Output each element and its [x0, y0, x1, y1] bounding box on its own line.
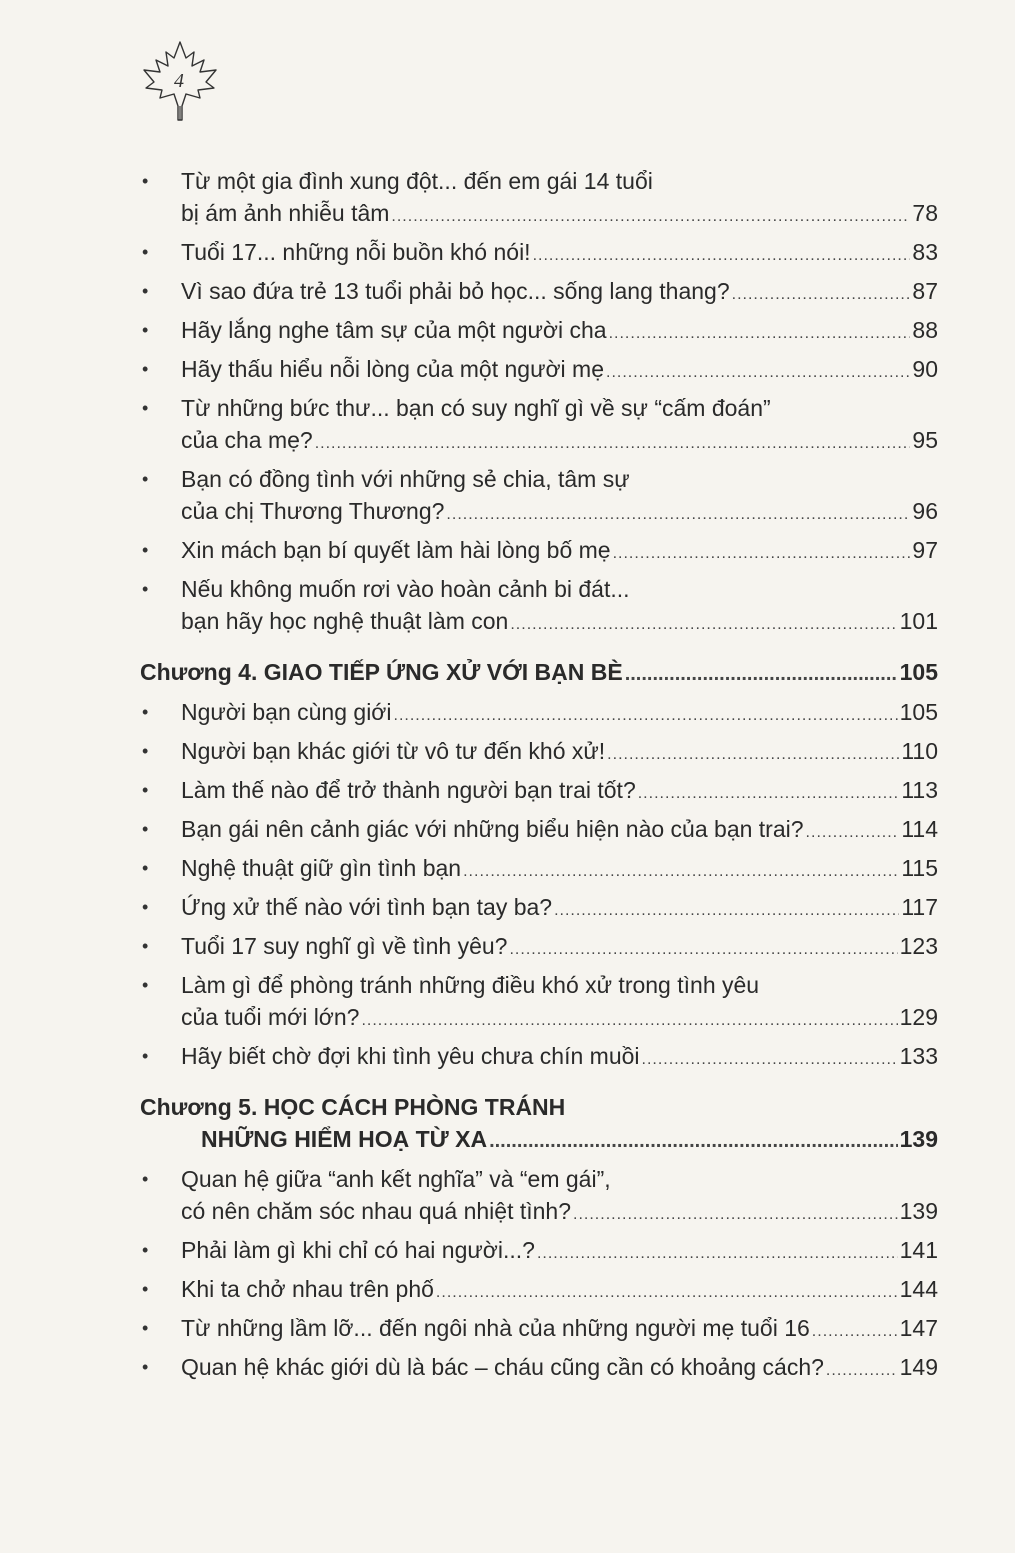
entry-page-number: 83 [912, 239, 938, 265]
table-of-contents [140, 165, 938, 1390]
bullet-icon: • [142, 897, 149, 917]
toc-entry[interactable] [140, 930, 938, 962]
bullet-icon: • [142, 1318, 149, 1338]
entry-line [140, 236, 938, 268]
page-header [138, 40, 222, 124]
bullet-icon: • [142, 741, 149, 761]
entry-page-number: 141 [899, 1237, 938, 1263]
toc-entry[interactable] [140, 1351, 938, 1383]
entry-page-number: 96 [912, 498, 938, 524]
entry-title: Tuổi 17 suy nghĩ gì về tình yêu? [181, 933, 508, 959]
entry-line [140, 314, 938, 346]
dot-leader [607, 739, 899, 771]
entry-line [140, 813, 938, 845]
bullet-icon: • [142, 858, 149, 878]
toc-entry[interactable] [140, 696, 938, 728]
bullet-icon: • [142, 359, 149, 379]
toc-entry[interactable] [140, 969, 938, 1033]
bullet-icon: • [142, 1169, 149, 1189]
toc-entry[interactable] [140, 165, 938, 229]
toc-entry[interactable] [140, 236, 938, 268]
entry-page-number: 97 [912, 537, 938, 563]
dot-leader [606, 357, 910, 389]
entry-page-number: 144 [899, 1276, 938, 1302]
dot-leader [463, 856, 899, 888]
entry-line [140, 930, 938, 962]
toc-entry[interactable] [140, 534, 938, 566]
entry-title: Từ một gia đình xung đột... đến em gái 14 tuổi [181, 168, 653, 194]
entry-line [140, 1040, 938, 1072]
chapter-heading[interactable] [140, 656, 938, 688]
bullet-icon: • [142, 1357, 149, 1377]
bullet-icon: • [142, 398, 149, 418]
entry-line [140, 774, 938, 806]
entry-page-number: 114 [901, 816, 938, 842]
entry-title: của tuổi mới lớn? [181, 1004, 360, 1030]
entry-title: Bạn gái nên cảnh giác với những biểu hiện nào của bạn trai? [181, 816, 804, 842]
entry-title: Hãy biết chờ đợi khi tình yêu chưa chín muồi [181, 1043, 640, 1069]
bullet-icon: • [142, 242, 149, 262]
entry-title: Ứng xử thế nào với tình bạn tay ba? [181, 894, 553, 920]
entry-page-number: 113 [901, 777, 938, 803]
dot-leader [642, 1044, 898, 1076]
dot-leader [609, 318, 911, 350]
bullet-icon: • [142, 469, 149, 489]
entry-title: Vì sao đứa trẻ 13 tuổi phải bỏ học... sống lang thang? [181, 278, 730, 304]
toc-entry[interactable] [140, 735, 938, 767]
toc-entry[interactable] [140, 353, 938, 385]
entry-line [140, 605, 938, 637]
entry-title: Làm thế nào để trở thành người bạn trai tốt? [181, 777, 636, 803]
chapter-title: Chương 4. GIAO TIẾP ỨNG XỬ VỚI BẠN BÈ [140, 659, 623, 685]
spacer [140, 644, 938, 656]
dot-leader [394, 700, 898, 732]
entry-title: Nếu không muốn rơi vào hoàn cảnh bi đát... [181, 576, 630, 602]
dot-leader [391, 201, 910, 233]
entry-line [140, 197, 938, 229]
bullet-icon: • [142, 780, 149, 800]
dot-leader [732, 279, 911, 311]
entry-title: Từ những lầm lỡ... đến ngôi nhà của những người mẹ tuổi 16 [181, 1315, 810, 1341]
bullet-icon: • [142, 702, 149, 722]
entry-page-number: 147 [899, 1315, 938, 1341]
bullet-icon: • [142, 281, 149, 301]
bullet-icon: • [142, 936, 149, 956]
dot-leader [812, 1316, 898, 1348]
dot-leader [537, 1238, 898, 1270]
entry-title: của cha mẹ? [181, 427, 313, 453]
toc-entry[interactable] [140, 774, 938, 806]
entry-title: bạn hãy học nghệ thuật làm con [181, 608, 509, 634]
entry-page-number: 87 [912, 278, 938, 304]
page-number: 4 [174, 70, 184, 92]
entry-page-number: 115 [901, 855, 938, 881]
chapter-title-line [140, 1091, 938, 1123]
dot-leader [613, 538, 911, 570]
entry-title: Từ những bức thư... bạn có suy nghĩ gì về sự “cấm đoán” [181, 395, 771, 421]
entry-page-number: 88 [912, 317, 938, 343]
entry-page-number: 101 [899, 608, 938, 634]
entry-title: Quan hệ giữa “anh kết nghĩa” và “em gái”, [181, 1166, 611, 1192]
entry-page-number: 129 [899, 1004, 938, 1030]
bullet-icon: • [142, 1046, 149, 1066]
bullet-icon: • [142, 171, 149, 191]
dot-leader [361, 1005, 897, 1037]
toc-entry[interactable] [140, 314, 938, 346]
entry-page-number: 123 [899, 933, 938, 959]
entry-page-number: 149 [899, 1354, 938, 1380]
spacer [140, 1383, 938, 1390]
chapter-title: NHỮNG HIỂM HOẠ TỪ XA [201, 1126, 488, 1152]
chapter-title: Chương 5. HỌC CÁCH PHÒNG TRÁNH [140, 1094, 566, 1120]
entry-title: của chị Thương Thương? [181, 498, 445, 524]
entry-title: Khi ta chở nhau trên phố [181, 1276, 434, 1302]
entry-title: Người bạn cùng giới [181, 699, 392, 725]
entry-page-number: 105 [899, 699, 938, 725]
entry-line [140, 1351, 938, 1383]
entry-line [140, 1273, 938, 1305]
dot-leader [510, 609, 897, 641]
entry-title: Người bạn khác giới từ vô tư đến khó xử! [181, 738, 606, 764]
entry-line [140, 852, 938, 884]
entry-title: Nghệ thuật giữ gìn tình bạn [181, 855, 462, 881]
dot-leader [446, 499, 910, 531]
entry-page-number: 78 [912, 200, 938, 226]
entry-line [140, 735, 938, 767]
toc-entry[interactable] [140, 463, 938, 527]
entry-title: Hãy lắng nghe tâm sự của một người cha [181, 317, 607, 343]
dot-leader [554, 895, 899, 927]
entry-page-number: 117 [901, 894, 938, 920]
bullet-icon: • [142, 320, 149, 340]
dot-leader [509, 934, 897, 966]
toc-entry[interactable] [140, 891, 938, 923]
entry-title: Làm gì để phòng tránh những điều khó xử trong tình yêu [181, 972, 760, 998]
entry-page-number: 90 [912, 356, 938, 382]
toc-entry[interactable] [140, 1273, 938, 1305]
entry-line [140, 534, 938, 566]
spacer [140, 1079, 938, 1091]
bullet-icon: • [142, 579, 149, 599]
entry-line [140, 573, 938, 605]
dot-leader [573, 1199, 898, 1231]
dot-leader [826, 1355, 898, 1387]
entry-line [140, 1312, 938, 1344]
toc-entry[interactable] [140, 573, 938, 637]
entry-line [140, 1163, 938, 1195]
entry-page-number: 139 [899, 1198, 938, 1224]
entry-page-number: 110 [901, 738, 938, 764]
chapter-title-line [140, 1123, 938, 1155]
chapter-heading[interactable] [140, 1091, 938, 1155]
toc-entry[interactable] [140, 275, 938, 307]
entry-title: Phải làm gì khi chỉ có hai người...? [181, 1237, 535, 1263]
chapter-title-line [140, 656, 938, 688]
entry-line [140, 463, 938, 495]
toc-entry[interactable] [140, 1312, 938, 1344]
entry-title: Xin mách bạn bí quyết làm hài lòng bố mẹ [181, 537, 611, 563]
entry-line [140, 392, 938, 424]
entry-line [140, 275, 938, 307]
entry-title: Quan hệ khác giới dù là bác – cháu cũng cần có khoảng cách? [181, 1354, 824, 1380]
toc-entry[interactable] [140, 1234, 938, 1266]
entry-line [140, 165, 938, 197]
entry-title: Tuổi 17... những nỗi buồn khó nói! [181, 239, 531, 265]
entry-title: Bạn có đồng tình với những sẻ chia, tâm sự [181, 466, 630, 492]
chapter-page-number: 139 [899, 1126, 938, 1152]
entry-line [140, 891, 938, 923]
entry-title: có nên chăm sóc nhau quá nhiệt tình? [181, 1198, 572, 1224]
dot-leader [436, 1277, 898, 1309]
entry-line [140, 696, 938, 728]
entry-page-number: 133 [899, 1043, 938, 1069]
entry-line [140, 353, 938, 385]
toc-entry[interactable] [140, 1040, 938, 1072]
entry-page-number: 95 [912, 427, 938, 453]
bullet-icon: • [142, 819, 149, 839]
chapter-page-number: 105 [899, 659, 938, 685]
toc-entry[interactable] [140, 813, 938, 845]
dot-leader [806, 817, 900, 849]
entry-line [140, 1001, 938, 1033]
toc-entry[interactable] [140, 1163, 938, 1227]
toc-entry[interactable] [140, 852, 938, 884]
bullet-icon: • [142, 1279, 149, 1299]
entry-line [140, 1234, 938, 1266]
bullet-icon: • [142, 540, 149, 560]
entry-line [140, 969, 938, 1001]
toc-entry[interactable] [140, 392, 938, 456]
entry-title: Hãy thấu hiểu nỗi lòng của một người mẹ [181, 356, 604, 382]
dot-leader [533, 240, 911, 272]
dot-leader [625, 658, 898, 690]
entry-line [140, 495, 938, 527]
entry-line [140, 424, 938, 456]
dot-leader [315, 428, 911, 460]
bullet-icon: • [142, 1240, 149, 1260]
dot-leader [638, 778, 900, 810]
bullet-icon: • [142, 975, 149, 995]
dot-leader [489, 1125, 898, 1157]
entry-title: bị ám ảnh nhiễu tâm [181, 200, 390, 226]
entry-line [140, 1195, 938, 1227]
